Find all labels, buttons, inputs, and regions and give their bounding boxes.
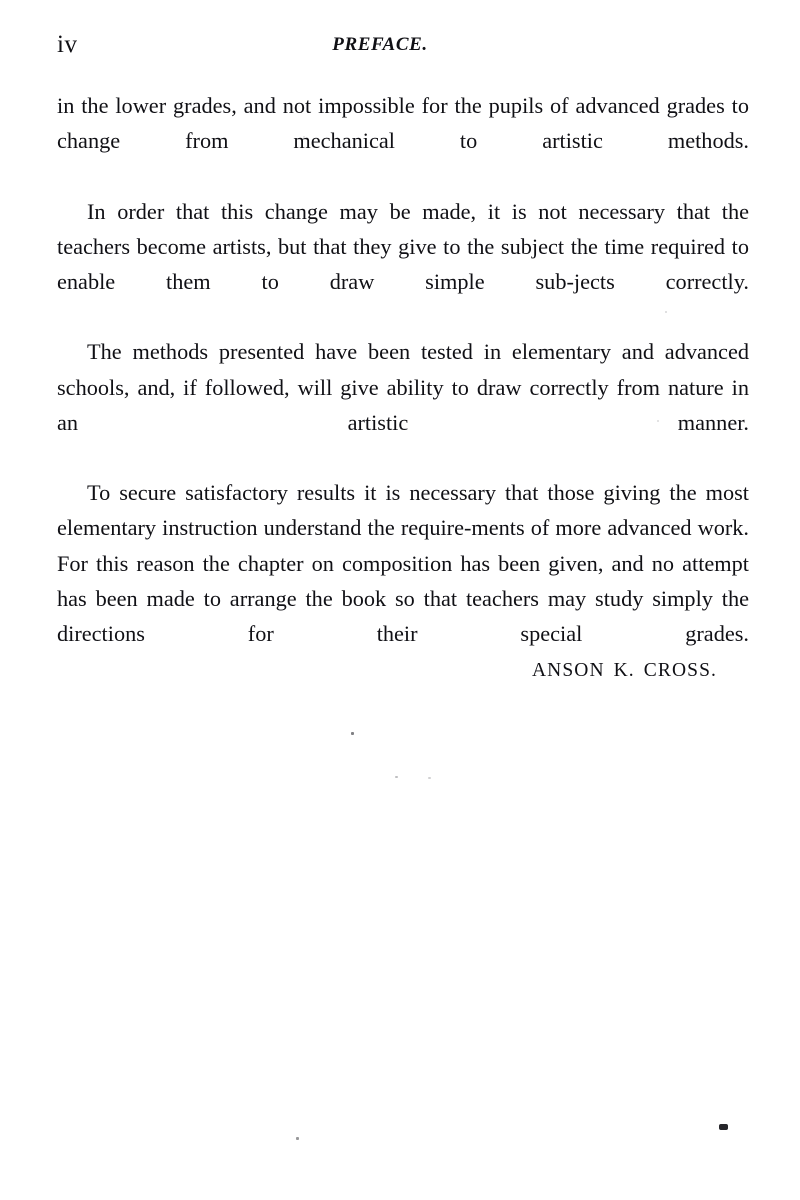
paragraph: The methods presented have been tested in elementary and advanced schools, and, if followed, will give ability to draw correctly from nature in an artistic manner. [57, 339, 749, 435]
scan-artifact [657, 420, 659, 422]
scan-artifact [351, 732, 354, 735]
scan-artifact [395, 776, 398, 778]
scan-artifact [303, 136, 305, 138]
paragraph: In order that this change may be made, it is not necessary that the teachers become artists, but that they give to the subject the time required to enable them to draw simple sub-jects correctly. [57, 198, 749, 295]
paragraph: To secure satisfactory results it is necessary that those giving the most elementary instruction understand the require-ments of more advanced work. For this reason the chapter on composition has been given, and no attempt has been made to arrange the book so that teachers may study simply the directions for their special grades. [57, 480, 749, 647]
chapter-title: PREFACE. [332, 34, 428, 55]
page-number: iv [57, 31, 78, 58]
scan-artifact [428, 777, 431, 779]
scan-artifact [296, 1137, 299, 1140]
body-text [57, 88, 749, 686]
scan-artifact [719, 1124, 728, 1130]
scan-artifact [665, 311, 667, 313]
author-signature: ANSON K. CROSS. [531, 660, 717, 681]
paragraph: in the lower grades, and not impossible for the pupils of advanced grades to change from mechanical to artistic methods. [57, 93, 749, 154]
running-head [57, 30, 748, 60]
